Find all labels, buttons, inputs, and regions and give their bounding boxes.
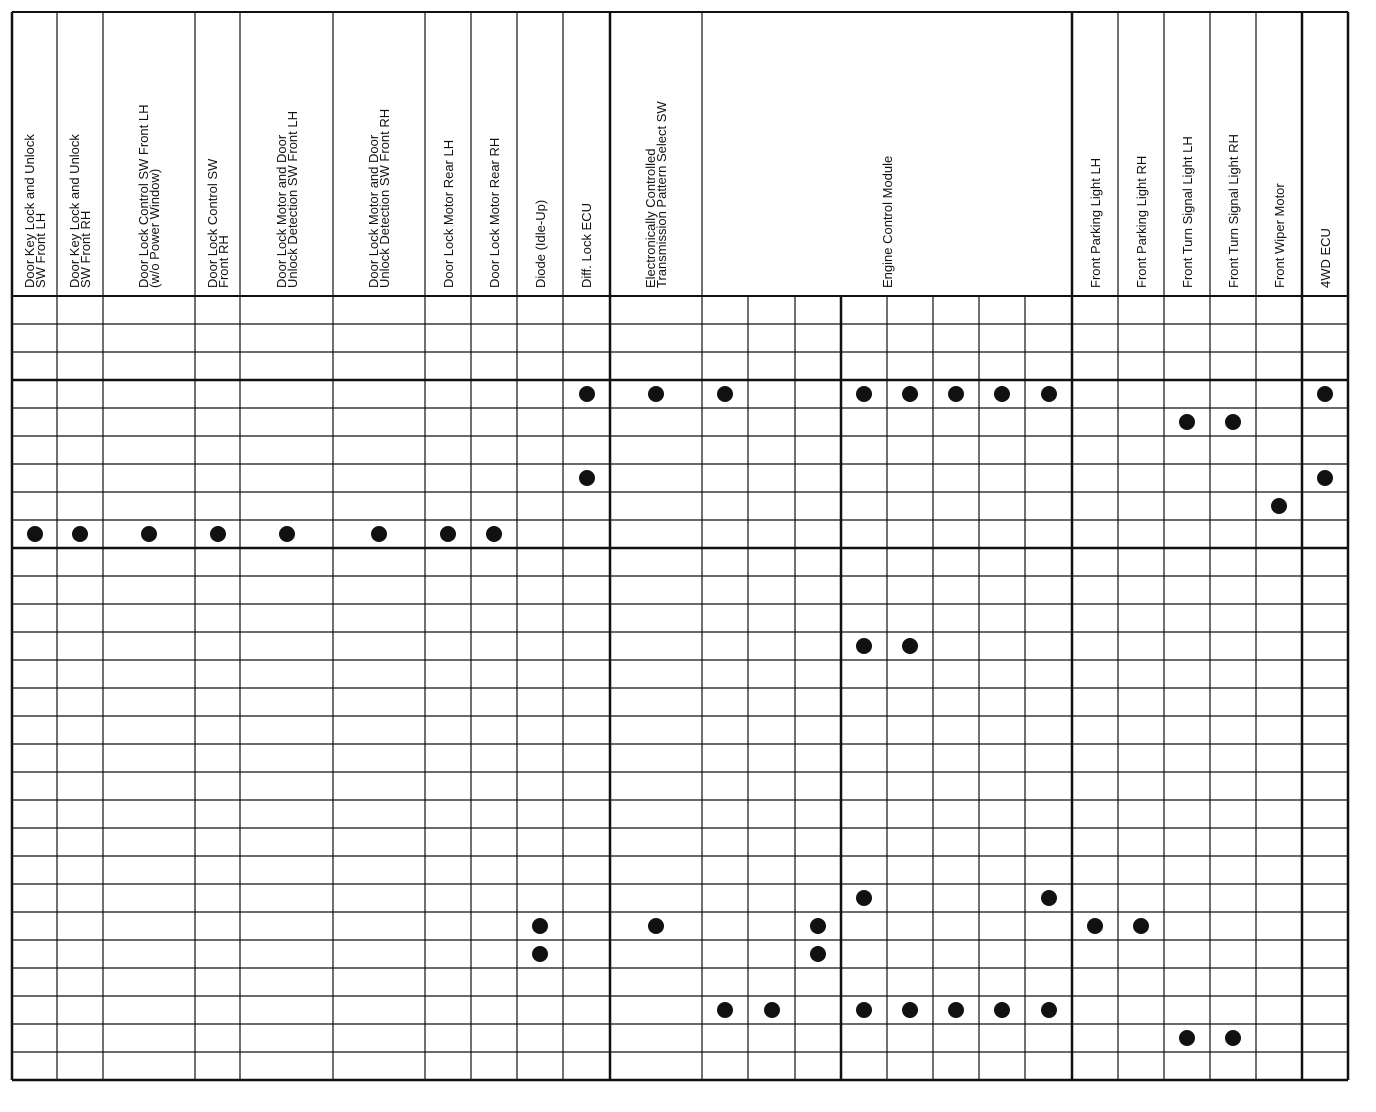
column-header xyxy=(138,104,160,288)
connection-dot xyxy=(1041,890,1057,906)
connection-dot xyxy=(856,890,872,906)
connection-dot xyxy=(902,1002,918,1018)
connection-dot xyxy=(717,386,733,402)
column-header-sublabel: SW Front LH xyxy=(32,212,48,288)
column-header xyxy=(1133,155,1149,288)
column-header-sublabel: Unlock Detection SW Front RH xyxy=(377,108,392,288)
connection-dot xyxy=(856,1002,872,1018)
connection-dot xyxy=(1225,1030,1241,1046)
column-header xyxy=(1225,134,1241,288)
connection-dot xyxy=(486,526,502,542)
connection-dot xyxy=(72,526,88,542)
connection-dot xyxy=(1041,386,1057,402)
column-header-label: Door Lock Motor and Door xyxy=(366,134,381,288)
column-header-label: 4WD ECU xyxy=(1317,228,1333,288)
connection-dot xyxy=(1179,414,1195,430)
connection-dot xyxy=(27,526,43,542)
connection-dot xyxy=(279,526,295,542)
connection-dot xyxy=(948,1002,964,1018)
connection-dot xyxy=(1271,498,1287,514)
column-header-label: Diff. Lock ECU xyxy=(579,202,594,288)
column-header xyxy=(273,110,300,288)
connection-dot xyxy=(810,946,826,962)
column-header xyxy=(69,134,91,288)
column-header-label: Front Parking Light RH xyxy=(1133,155,1149,288)
connection-dot xyxy=(440,526,456,542)
connection-dot xyxy=(994,1002,1010,1018)
column-header xyxy=(204,158,231,288)
column-header xyxy=(440,139,456,288)
column-header-label: Front Turn Signal Light LH xyxy=(1179,136,1195,288)
connection-dot xyxy=(1087,918,1103,934)
connection-dot xyxy=(810,918,826,934)
column-header-sublabel: Transmission Pattern Select SW xyxy=(654,101,669,288)
connection-dot xyxy=(902,386,918,402)
column-header-label: Door Lock Control SW xyxy=(204,158,220,288)
connection-dot xyxy=(579,386,595,402)
connection-dot xyxy=(717,1002,733,1018)
connection-dot xyxy=(902,638,918,654)
column-header-label: Door Lock Motor and Door xyxy=(273,134,289,288)
column-header xyxy=(581,203,592,288)
connection-dot xyxy=(648,386,664,402)
connection-dot xyxy=(948,386,964,402)
column-header-label: Door Key Lock and Unlock xyxy=(67,134,82,288)
connection-dot xyxy=(1317,386,1333,402)
column-header-label: Engine Control Module xyxy=(879,155,895,288)
connection-dot xyxy=(856,386,872,402)
column-header-label: Front Wiper Motor xyxy=(1271,183,1287,288)
connection-dot xyxy=(1317,470,1333,486)
column-header xyxy=(21,134,48,288)
column-header xyxy=(486,137,502,288)
connection-dot xyxy=(648,918,664,934)
column-header xyxy=(1271,183,1287,288)
column-header-sublabel: Front RH xyxy=(215,235,231,288)
column-header-label: Door Lock Motor Rear LH xyxy=(440,139,456,288)
column-header-label: Front Turn Signal Light RH xyxy=(1225,134,1241,288)
connection-dot xyxy=(210,526,226,542)
connection-dot xyxy=(532,918,548,934)
column-header xyxy=(879,155,895,288)
column-header xyxy=(1179,136,1195,288)
column-header-sublabel: (w/o Power Window) xyxy=(147,168,162,288)
connection-dot xyxy=(1041,1002,1057,1018)
column-header-label: Electronically Controlled xyxy=(643,148,658,288)
column-header xyxy=(645,101,667,288)
column-header-label: Door Lock Motor Rear RH xyxy=(486,137,502,288)
column-header-sublabel: Unlock Detection SW Front LH xyxy=(284,110,300,288)
column-header-label: Front Parking Light LH xyxy=(1087,157,1103,288)
connection-dot xyxy=(141,526,157,542)
connection-dot xyxy=(1133,918,1149,934)
column-header-label: Door Key Lock and Unlock xyxy=(21,134,37,288)
connection-dot xyxy=(579,470,595,486)
column-header-label: Diode (Idle-Up) xyxy=(532,199,548,288)
column-header xyxy=(532,199,548,288)
column-header xyxy=(1317,228,1333,288)
connection-dot xyxy=(856,638,872,654)
connection-dot xyxy=(1225,414,1241,430)
connection-dot xyxy=(532,946,548,962)
connection-dot xyxy=(1179,1030,1195,1046)
connection-dot xyxy=(994,386,1010,402)
connection-dot xyxy=(764,1002,780,1018)
column-header xyxy=(1087,157,1103,288)
connection-dot xyxy=(371,526,387,542)
column-header-sublabel: SW Front RH xyxy=(78,210,93,288)
column-header xyxy=(368,109,390,288)
column-header-label: Door Lock Control SW Front LH xyxy=(136,104,151,288)
